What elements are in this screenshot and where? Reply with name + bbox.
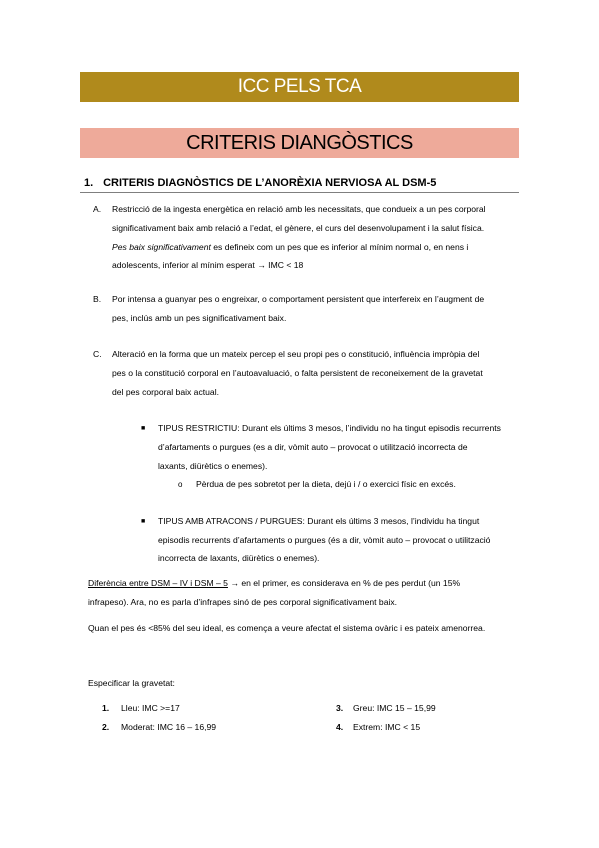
severity-item-mild: Lleu: IMC >=17: [121, 703, 180, 713]
restrictive-type-line3: laxants, diürètics o enemes).: [158, 461, 268, 471]
criterion-b-line2: pes, inclús amb un pes significativament baix.: [112, 313, 287, 323]
section-heading: [80, 174, 519, 193]
criterion-a-letter: A.: [93, 204, 102, 214]
criterion-a-line3-rest: es defineix com un pes que es inferior al mínim normal o, en nens i: [210, 242, 469, 252]
document-title: ICC PELS TCA: [80, 72, 519, 102]
amenorrhea-note: Quan el pes és <85% del seu ideal, es comença a veure afectat el sistema ovàric i es pateix amenorrea.: [88, 623, 486, 633]
difference-line1-rest: → en el primer, es considerava en % de pes perdut (un 15%: [227, 578, 461, 588]
binge-type-line3: incorrecta de laxants, diürètics o enemes).: [158, 553, 320, 563]
restrictive-subpoint: Pèrdua de pes sobretot per la dieta, dejú i / o exercici físic en excés.: [196, 479, 456, 489]
criterion-a-line2: significativament baix amb relació a l’edat, el gènere, el curs del desenvolupament i la salut física.: [112, 223, 485, 233]
section-heading-text: CRITERIS DIAGNÒSTICS DE L’ANORÈXIA NERVIOSA AL DSM-5: [103, 177, 437, 189]
difference-line2: infrapeso). Ara, no es parla d’infrapes sinó de pes corporal significativament baix.: [88, 597, 398, 607]
criterion-a-italic: Pes baix significativament: [112, 242, 211, 252]
severity-number: 1.: [102, 703, 110, 713]
binge-type-line1: TIPUS AMB ATRACONS / PURGUES: Durant els últims 3 mesos, l’individu ha tingut: [158, 516, 480, 526]
criterion-c-line3: del pes corporal baix actual.: [112, 387, 220, 397]
binge-type-line2: episodis recurrents d’afartaments o purgues (és a dir, vòmit auto – provocat o utilització: [158, 535, 491, 545]
circle-bullet-icon: o: [178, 480, 183, 489]
severity-number: 3.: [336, 703, 344, 713]
criterion-c-line2: pes o la constitució corporal en l’autoavaluació, o falta persistent de reconeixement de la gravetat: [112, 368, 483, 378]
severity-item-extreme: Extrem: IMC < 15: [353, 722, 421, 732]
restrictive-type-line1: TIPUS RESTRICTIU: Durant els últims 3 mesos, l’individu no ha tingut episodis recurrents: [158, 423, 501, 433]
severity-item-moderate: Moderat: IMC 16 – 16,99: [121, 722, 217, 732]
criterion-c-letter: C.: [93, 349, 102, 359]
restrictive-type-line2: d’afartaments o purgues (es a dir, vòmit auto – provocat o utilització incorrecta de: [158, 442, 468, 452]
section-title: CRITERIS DIANGÒSTICS: [80, 128, 519, 158]
severity-number: 2.: [102, 722, 110, 732]
square-bullet-icon: ■: [141, 518, 146, 525]
severity-item-severe: Greu: IMC 15 – 15,99: [353, 703, 436, 713]
criterion-a-line4: adolescents, inferior al mínim esperat → IMC < 18: [112, 260, 304, 270]
severity-number: 4.: [336, 722, 344, 732]
square-bullet-icon: ■: [141, 425, 146, 432]
criterion-a-line3: [112, 238, 514, 257]
severity-heading: Especificar la gravetat:: [88, 678, 175, 688]
criterion-c-line1: Alteració en la forma que un mateix percep el seu propi pes o constitució, influència impròpia del: [112, 349, 480, 359]
criterion-b-line1: Por intensa a guanyar pes o engreixar, o comportament persistent que interfereix en l’augment de: [112, 294, 485, 304]
criterion-a-line1: Restricció de la ingesta energètica en relació amb les necessitats, que condueix a un pes corporal: [112, 204, 486, 214]
criterion-b-letter: B.: [93, 294, 102, 304]
section-number: 1.: [84, 177, 94, 189]
difference-label: Diferència entre DSM – IV i DSM – 5: [88, 578, 228, 588]
difference-line1: [88, 574, 514, 593]
